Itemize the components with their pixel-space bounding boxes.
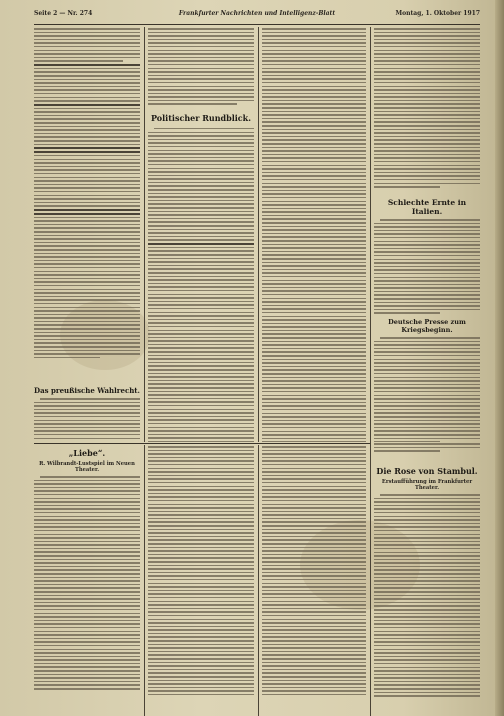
column-1 (34, 28, 140, 383)
feuilleton-column-3 (262, 446, 366, 716)
article-subtitle: R. Wilbrandt-Lustspiel im Neuen Theater. (39, 461, 135, 473)
page-number: Seite 2 — Nr. 274 (34, 10, 93, 17)
article-kriegsbeute (374, 314, 480, 442)
column-rule (370, 27, 371, 716)
article-schlechte-ernte (374, 194, 480, 314)
text-block (34, 28, 140, 358)
article-wahlrecht (34, 384, 140, 442)
column-rule (144, 445, 145, 716)
feuilleton-column-2 (148, 446, 254, 716)
article-subtitle: Erstaufführung im Frankfurter Theater. (381, 479, 473, 491)
article-liebe (34, 446, 140, 716)
article-title: Schlechte Ernte in Italien. (387, 198, 467, 216)
article-title: Die Rose von Stambul. (376, 466, 478, 476)
column-rule (258, 445, 259, 716)
column-4-tail (374, 443, 480, 463)
article-rose-stambul (374, 464, 480, 716)
article-title: Politischer Rundblick. (151, 112, 251, 123)
column-rule (144, 27, 145, 442)
feuilleton-rule (34, 443, 370, 444)
article-title: Das preußische Wahlrecht. (34, 386, 140, 395)
column-2 (148, 28, 254, 442)
article-title: „Liebe“. (68, 448, 106, 458)
issue-date: Montag, 1. Oktober 1917 (395, 10, 480, 17)
column-3 (262, 28, 366, 442)
page-edge (495, 0, 504, 716)
article-title: Deutsche Presse zum Kriegsbeginn. (388, 318, 466, 334)
column-rule (258, 27, 259, 442)
page-header (34, 4, 480, 25)
column-4-top (374, 28, 480, 194)
newspaper-title: Frankfurter Nachrichten und Intelligenz-Blatt (178, 10, 336, 17)
